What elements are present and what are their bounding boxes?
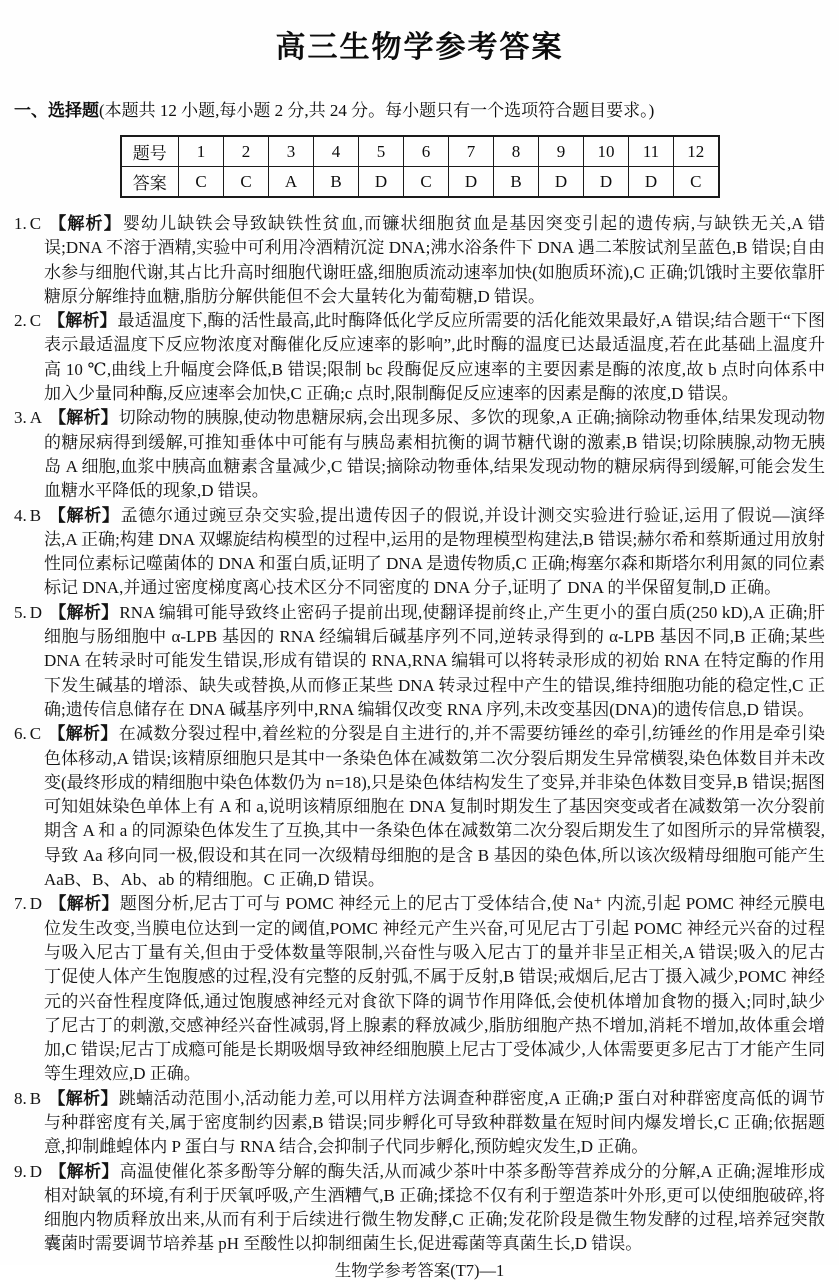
analysis-text: 跳蝻活动范围小,活动能力差,可以用样方法调查种群密度,A 正确;P 蛋白对种群密度高低的调节与种群密度有关,属于密度制约因素,B 错误;同步孵化可导致种群数量在短时间内爆发增长,C 正确;依据题意,抑制雌蝗体内 P 蛋白与 RNA 结合,会抑制子代同步孵化,预防蝗灾发生,D 正确。 [44,1088,825,1157]
explanation-item-9 [14,1160,825,1257]
question-number-cell: 9 [539,136,584,167]
analysis-label: 【解析】 [49,1161,119,1181]
section-heading-detail: (本题共 12 小题,每小题 2 分,共 24 分。每小题只有一个选项符合题目要求。) [99,101,655,120]
question-answer: D [29,1161,43,1181]
question-number: 5. [14,602,27,622]
question-number-cell: 8 [494,136,539,167]
question-number: 2. [14,311,27,331]
analysis-label: 【解析】 [49,602,119,622]
explanation-item-4 [14,504,825,601]
question-number: 4. [14,505,27,525]
answer-cell: C [674,167,719,198]
answer-cell: A [269,167,314,198]
answer-cell: B [314,167,359,198]
section-heading [14,96,825,121]
answer-cell: D [584,167,629,198]
question-number: 3. [14,408,27,428]
question-answer: D [29,894,43,914]
explanation-item-6 [14,722,825,892]
question-answer: D [29,602,43,622]
question-number-cell: 6 [404,136,449,167]
analysis-text: 题图分析,尼古丁可与 POMC 神经元上的尼古丁受体结合,使 Na⁺ 内流,引起 POMC 神经元膜电位发生改变,当膜电位达到一定的阈值,POMC 神经元产生兴奋,可见尼古丁引起 POMC 神经元兴奋的过程与吸入尼古丁量有关,但由于受体数量等限制,兴奋性与吸入尼古丁的量并非呈正相关,A 错误;吸入的尼古丁促使人体产生饱腹感的过程,没有完整的反射弧,不属于反射,B 错误;戒烟后,尼古丁摄入减少,POMC 神经元的兴奋性程度降低,通过饱腹感神经元对食欲下降的调节作用降低,会使机体增加食物的摄入;同时,缺少了尼古丁的刺激,交感神经兴奋性减弱,肾上腺素的释放减少,脂肪细胞产热不增加,消耗不增加,故体重会增加,C 错误;尼古丁成瘾可能是长期吸烟导致神经细胞膜上尼古丁受体减少,人体需要更多尼古丁才能产生同等生理效应,D 正确。 [44,894,826,1084]
question-number-cell: 1 [179,136,224,167]
analysis-label: 【解析】 [48,505,120,525]
analysis-label: 【解析】 [48,1088,118,1108]
question-number-cell: 5 [359,136,404,167]
row-header-number: 题号 [121,136,179,167]
analysis-text: 切除动物的胰腺,使动物患糖尿病,会出现多尿、多饮的现象,A 正确;摘除动物垂体,结果发现动物的糖尿病得到缓解,可推知垂体中可能有与胰岛素相抗衡的调节糖代谢的激素,B 错误;切除胰腺,动物无胰岛 A 细胞,血浆中胰高血糖素含量减少,C 错误;摘除动物垂体,结果发现动物的糖尿病得到缓解,可能会发生血糖水平降低的现象,D 错误。 [44,408,826,501]
table-row-question-numbers [121,136,719,167]
answer-cell: D [539,167,584,198]
question-answer: B [29,505,42,525]
question-answer: B [29,1088,42,1108]
answer-cell: C [179,167,224,198]
question-number-cell: 12 [674,136,719,167]
answer-cell: C [224,167,269,198]
answer-cell: C [404,167,449,198]
analysis-label: 【解析】 [48,214,122,233]
question-number-cell: 10 [584,136,629,167]
analysis-text: 孟德尔通过豌豆杂交实验,提出遗传因子的假说,并设计测交实验进行验证,运用了假说—演绎法,A 正确;构建 DNA 双螺旋结构模型的过程中,运用的是物理模型构建法,B 错误;赫尔希和蔡斯通过用放射性同位素标记噬菌体的 DNA 和蛋白质,证明了 DNA 是遗传物质,C 正确;梅塞尔森和斯塔尔利用氮的同位素标记 DNA,并通过密度梯度离心技术区分不同密度的 DNA 分子,证明了 DNA 的半保留复制,D 正确。 [44,505,826,598]
question-number-cell: 3 [269,136,314,167]
question-number-cell: 7 [449,136,494,167]
page-title: 高三生物学参考答案 [275,31,564,64]
section-heading-label: 一、选择题 [14,101,99,120]
answer-cell: D [359,167,404,198]
analysis-label: 【解析】 [48,311,117,331]
row-header-answer: 答案 [121,167,179,198]
explanation-item-3 [14,406,825,503]
analysis-text: 在减数分裂过程中,着丝粒的分裂是自主进行的,并不需要纺锤丝的牵引,纺锤丝的作用是牵引染色体移动,A 错误;该精原细胞只是其中一条染色体在减数第二次分裂后期发生异常横裂,染色体数目并未改变(最终形成的精细胞中染色体数仍为 n=18),只是染色体结构发生了变异,并非染色体数目变异,B 错误;据图可知姐妹染色单体上有 A 和 a,说明该精原细胞在 DNA 复制时期发生了基因突变或者在减数第一次分裂前期含 A 和 a 的同源染色体发生了互换,其中一条染色体在减数第二次分裂后期发生了如图所示的异常横裂,导致 Aa 移向同一极,假设和其在同一次级精母细胞的是含 B 基因的染色体,所以该次级精母细胞可能产生 AaB、B、Ab、ab 的精细胞。C 正确,D 错误。 [44,724,826,890]
analysis-label: 【解析】 [48,724,118,744]
explanation-item-7 [14,892,825,1086]
analysis-label: 【解析】 [49,894,119,914]
analysis-text: 最适温度下,酶的活性最高,此时酶降低化学反应所需要的活化能效果最好,A 错误;结合题干“下图表示最适温度下反应物浓度对酶催化反应速率的影响”,此时酶的温度已达最适温度,若在此基础上温度升高 10 ℃,曲线上升幅度会降低,B 错误;限制 bc 段酶促反应速率的主要因素是酶的浓度,故 b 点时向体系中加入少量同种酶,反应速率会加快,C 正确;c 点时,限制酶促反应速率的因素是酶的浓度,D 错误。 [44,311,826,404]
explanation-item-1 [14,212,825,309]
answer-table [120,135,720,198]
table-row-answers [121,167,719,198]
explanation-item-8 [14,1087,825,1160]
answer-cell: D [449,167,494,198]
question-number-cell: 11 [629,136,674,167]
explanations-list [14,212,825,1257]
question-number: 7. [14,894,27,914]
question-answer: C [29,724,42,744]
question-number: 6. [14,724,27,744]
analysis-text: 婴幼儿缺铁会导致缺铁性贫血,而镰状细胞贫血是基因突变引起的遗传病,与缺铁无关,A 错误;DNA 不溶于酒精,实验中可利用冷酒精沉淀 DNA;沸水浴条件下 DNA 遇二苯胺试剂呈蓝色,B 错误;自由水参与细胞代谢,其占比升高时细胞代谢旺盛,细胞质流动速率加快(如胞质环流),C 正确;饥饿时主要依靠肝糖原分解维持血糖,脂肪分解供能但不会大量转化为葡萄糖,D 错误。 [44,214,825,306]
question-number: 1. [14,214,27,233]
question-number-cell: 2 [224,136,269,167]
question-answer: C [29,214,42,233]
explanation-item-2 [14,309,825,406]
answer-cell: D [629,167,674,198]
question-answer: C [29,311,42,331]
analysis-label: 【解析】 [49,408,118,428]
analysis-text: 高温使催化茶多酚等分解的酶失活,从而减少茶叶中茶多酚等营养成分的分解,A 正确;渥堆形成相对缺氧的环境,有利于厌氧呼吸,产生酒糟气,B 正确;揉捻不仅有利于塑造茶叶外形,更可以使细胞破碎,将细胞内物质释放出来,从而有利于后续进行微生物发酵,C 正确;发花阶段是微生物发酵的过程,培养冠突散囊菌时需要调节培养基 pH 至酸性以抑制细菌生长,促进霉菌等真菌生长,D 错误。 [44,1161,826,1254]
question-number: 8. [14,1088,27,1108]
page-footer: 生物学参考答案(T7)—1 [334,1260,505,1280]
answer-cell: B [494,167,539,198]
analysis-text: RNA 编辑可能导致终止密码子提前出现,使翻译提前终止,产生更小的蛋白质(250 kD),A 正确;肝细胞与肠细胞中 α-LPB 基因的 RNA 经编辑后碱基序列不同,逆转录得到的 α-LPB 基因不同,B 正确;某些 DNA 在转录时可能发生错误,形成有错误的 RNA,RNA 编辑可以将转录形成的初始 RNA 在特定酶的作用下发生碱基的增添、缺失或替换,从而修正某些 DNA 转录过程中产生的错误,维持细胞功能的稳定性,C 正确;遗传信息储存在 DNA 碱基序列中,RNA 编辑仅改变 RNA 序列,未改变基因(DNA)的遗传信息,D 错误。 [44,602,826,719]
explanation-item-5 [14,601,825,722]
question-number: 9. [14,1161,27,1181]
question-number-cell: 4 [314,136,359,167]
question-answer: A [29,408,43,428]
